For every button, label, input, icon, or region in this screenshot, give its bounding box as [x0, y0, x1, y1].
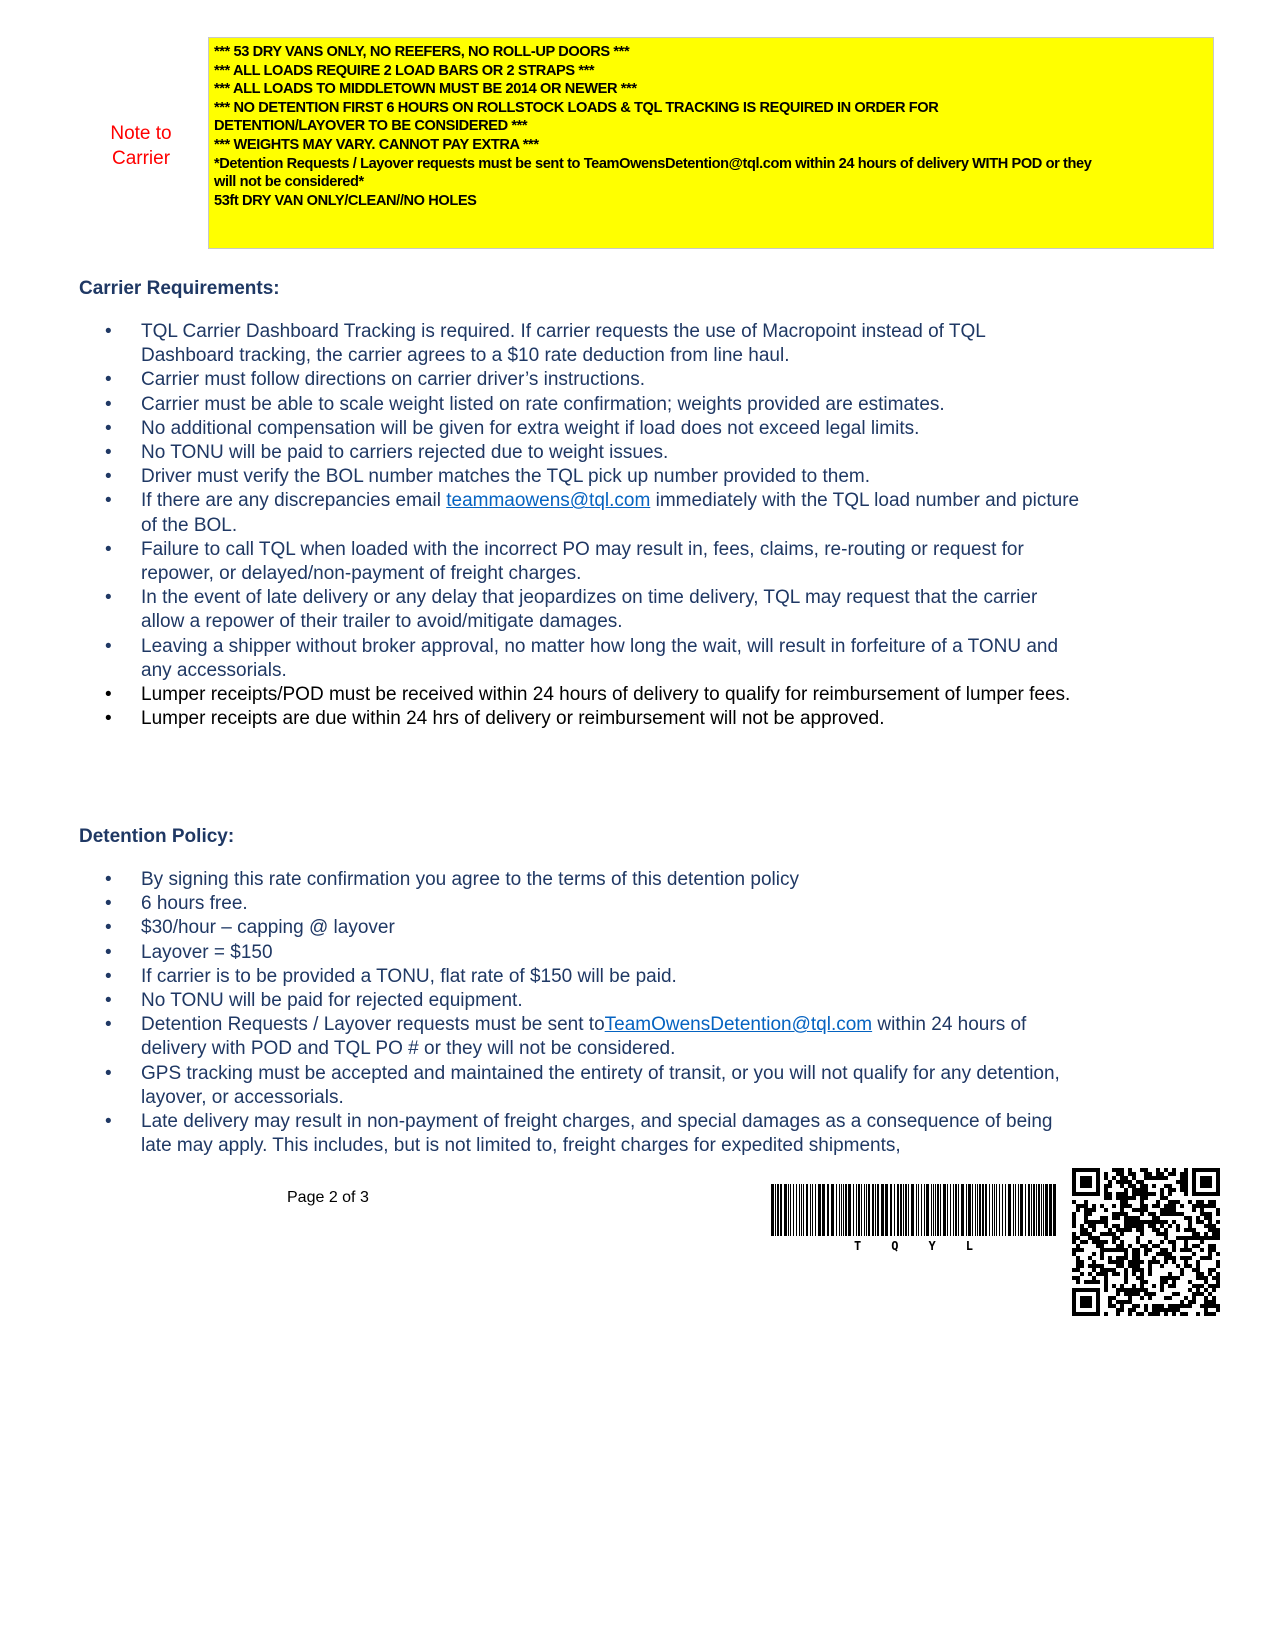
list-item: • Carrier must follow directions on carrier driver’s instructions. — [105, 369, 646, 391]
list-item: • By signing this rate confirmation you agree to the terms of this detention policy — [105, 869, 799, 890]
list-item: • If there are any discrepancies email teammaowens@tql.com immediately with the TQL load number and picture of the BOL. — [105, 490, 1080, 536]
barcode-char: Q — [891, 1239, 899, 1253]
email-link[interactable]: teammaowens@tql.com — [446, 490, 651, 512]
list-item: • TQL Carrier Dashboard Tracking is required. If carrier requests the use of Macropoint instead of TQL Dashboard tracking, the carrier agrees to a $10 rate deduction from line haul. — [105, 321, 986, 367]
detention-policy-heading: Detention Policy: — [79, 826, 235, 847]
list-item: • No additional compensation will be given for extra weight if load does not exceed legal limits. — [105, 417, 920, 439]
list-item: • Layover = $150 — [105, 941, 273, 963]
note-line: will not be considered* — [214, 174, 364, 191]
note-to-carrier-box — [208, 37, 1214, 249]
list-item: • Lumper receipts are due within 24 hrs of delivery or reimbursement will not be approved. — [105, 708, 885, 730]
list-item: • In the event of late delivery or any delay that jeopardizes on time delivery, TQL may request that the carrier allow a repower of their trailer to avoid/mitigate damages. — [105, 587, 1038, 633]
note-to-carrier-label — [95, 121, 187, 171]
barcode-char: L — [965, 1239, 973, 1253]
barcode-icon — [771, 1184, 1056, 1236]
note-label-line1: Note to — [110, 123, 172, 144]
list-item: • Carrier must be able to scale weight listed on rate confirmation; weights provided are estimates. — [105, 393, 945, 415]
note-line: *** 53 DRY VANS ONLY, NO REEFERS, NO ROLL-UP DOORS *** — [214, 44, 630, 60]
list-item: • 6 hours free. — [105, 893, 248, 915]
list-item: • GPS tracking must be accepted and maintained the entirety of transit, or you will not qualify for any detention, layover, or accessorials. — [105, 1062, 1060, 1108]
note-line: *** ALL LOADS TO MIDDLETOWN MUST BE 2014 OR NEWER *** — [214, 81, 637, 98]
note-line: *** WEIGHTS MAY VARY. CANNOT PAY EXTRA *** — [214, 136, 539, 153]
list-item: • Driver must verify the BOL number matches the TQL pick up number provided to them. — [105, 466, 870, 488]
list-item: • Lumper receipts/POD must be received within 24 hours of delivery to qualify for reimbursement of lumper fees. — [105, 684, 1071, 706]
email-link[interactable]: TeamOwensDetention@tql.com — [604, 1014, 873, 1036]
note-label-line2: Carrier — [111, 148, 171, 169]
note-line: DETENTION/LAYOVER TO BE CONSIDERED *** — [214, 118, 528, 135]
barcode-char: Y — [928, 1239, 936, 1253]
note-line: *** ALL LOADS REQUIRE 2 LOAD BARS OR 2 STRAPS *** — [214, 62, 595, 79]
note-line: *** NO DETENTION FIRST 6 HOURS ON ROLLSTOCK LOADS & TQL TRACKING IS REQUIRED IN ORDER FOR — [214, 99, 939, 116]
list-item: • Failure to call TQL when loaded with the incorrect PO may result in, fees, claims, re-routing or request for repower, or delayed/non-payment of freight charges. — [105, 538, 1024, 585]
list-item: • No TONU will be paid to carriers rejected due to weight issues. — [105, 442, 669, 464]
detention-policy-list — [0, 868, 1120, 1158]
qr-code-icon — [1072, 1168, 1220, 1316]
list-item: • Late delivery may result in non-payment of freight charges, and special damages as a consequence of being late may apply. This includes, but is not limited to, freight charges for expedited shipments, — [105, 1111, 1053, 1157]
list-item: • Leaving a shipper without broker approval, no matter how long the wait, will result in forfeiture of a TONU and any accessorials. — [105, 635, 1059, 681]
page-number: Page 2 of 3 — [287, 1189, 369, 1206]
barcode-human-readable — [771, 1239, 1056, 1253]
list-item: • No TONU will be paid for rejected equipment. — [105, 990, 523, 1012]
list-item: • If carrier is to be provided a TONU, flat rate of $150 will be paid. — [105, 965, 677, 987]
carrier-requirements-heading: Carrier Requirements: — [79, 278, 280, 299]
barcode-char: T — [854, 1239, 862, 1253]
note-line: *Detention Requests / Layover requests must be sent to TeamOwensDetention@tql.com within 24 hours of delivery WITH POD or they — [214, 155, 1092, 172]
carrier-requirements-list — [0, 320, 1120, 731]
list-item: • $30/hour – capping @ layover — [105, 917, 395, 939]
note-line: 53ft DRY VAN ONLY/CLEAN//NO HOLES — [214, 192, 477, 209]
list-item: • Detention Requests / Layover requests must be sent toTeamOwensDetention@tql.com within 24 hours of delivery with POD and TQL PO # or they will not be considered. — [105, 1014, 1027, 1060]
